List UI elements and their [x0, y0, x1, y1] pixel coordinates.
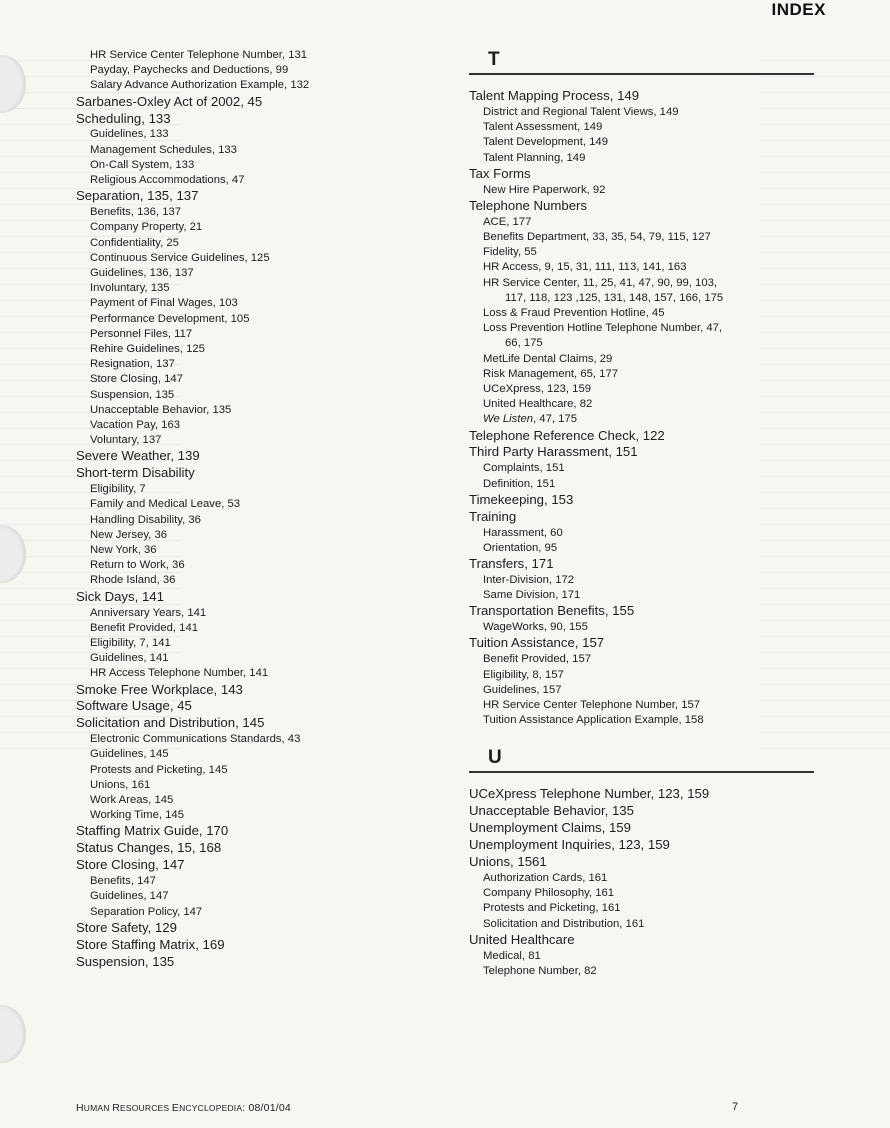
index-subentry: Inter-Division, 172: [483, 573, 575, 586]
index-subentry: Protests and Picketing, 161: [483, 902, 621, 915]
index-entry: Short-term Disability: [76, 465, 195, 481]
index-entry: Telephone Numbers: [469, 197, 588, 213]
index-subentry: Guidelines, 141: [90, 652, 169, 665]
index-subentry: HR Access, 9, 15, 31, 111, 113, 141, 163: [483, 261, 687, 274]
index-subentry: New Hire Paperwork, 92: [483, 183, 606, 196]
index-entry: Store Closing, 147: [76, 857, 185, 873]
page-title: INDEX: [771, 0, 826, 19]
index-entry: UCeXpress Telephone Number, 123, 159: [469, 786, 710, 802]
index-subentry: WageWorks, 90, 155: [483, 621, 588, 634]
index-subentry: Guidelines, 133: [90, 128, 169, 141]
index-subentry: United Healthcare, 82: [483, 398, 593, 411]
index-subentry: Guidelines, 147: [90, 890, 169, 903]
index-entry: Transportation Benefits, 155: [469, 603, 635, 619]
section-u-entries: [469, 786, 819, 979]
index-entry: Training: [469, 508, 517, 524]
index-entry: Solicitation and Distribution, 145: [76, 715, 265, 731]
index-subentry: Payment of Final Wages, 103: [90, 297, 238, 310]
index-entry: Store Safety, 129: [76, 919, 177, 935]
index-subentry: Complaints, 151: [483, 462, 565, 475]
index-subentry: Suspension, 135: [90, 388, 175, 401]
index-entry: Sick Days, 141: [76, 588, 164, 604]
index-subentry: Benefit Provided, 157: [483, 653, 592, 666]
index-entry: Timekeeping, 153: [469, 491, 574, 507]
index-subentry: Loss Prevention Hotline Telephone Number, 47,: [483, 322, 723, 335]
index-subentry: On-Call System, 133: [90, 158, 195, 171]
section-letter-u: U: [488, 747, 502, 769]
index-entry: Unemployment Inquiries, 123, 159: [469, 837, 670, 853]
index-subentry: Risk Management, 65, 177: [483, 367, 619, 380]
index-entry: Status Changes, 15, 168: [76, 840, 222, 856]
index-entry: Suspension, 135: [76, 953, 175, 969]
index-subentry: Confidentiality, 25: [90, 236, 179, 249]
index-subentry: HR Service Center Telephone Number, 157: [483, 698, 701, 711]
index-entry: Tax Forms: [469, 165, 531, 181]
index-subentry: New York, 36: [90, 544, 157, 557]
index-entry: Sarbanes-Oxley Act of 2002, 45: [76, 93, 263, 109]
index-subentry: Unacceptable Behavior, 135: [90, 403, 232, 416]
index-subentry: 66, 175: [505, 337, 543, 350]
index-subentry: Performance Development, 105: [90, 312, 250, 325]
index-column-left: [76, 48, 436, 971]
index-subentry: ACE, 177: [483, 215, 532, 228]
index-subentry: Guidelines, 145: [90, 748, 169, 761]
index-subentry: Harassment, 60: [483, 526, 563, 539]
index-subentry: Electronic Communications Standards, 43: [90, 733, 301, 746]
index-entry: Store Staffing Matrix, 169: [76, 936, 225, 952]
index-entry: Talent Mapping Process, 149: [469, 88, 640, 103]
index-subentry: Personnel Files, 117: [90, 327, 193, 340]
index-subentry: Family and Medical Leave, 53: [90, 498, 241, 511]
section-rule-t: [469, 73, 814, 75]
index-subentry: Telephone Number, 82: [483, 964, 597, 977]
index-subentry: Return to Work, 36: [90, 559, 185, 572]
index-subentry: Authorization Cards, 161: [483, 871, 608, 884]
index-column-right: [469, 48, 819, 979]
index-entry: United Healthcare: [469, 931, 575, 947]
index-entry: Staffing Matrix Guide, 170: [76, 823, 229, 839]
index-entry: Unemployment Claims, 159: [469, 820, 631, 836]
index-subentry: Benefit Provided, 141: [90, 621, 199, 634]
index-subentry: Eligibility, 8, 157: [483, 668, 564, 681]
section-t-entries: [469, 88, 819, 728]
index-entry: Smoke Free Workplace, 143: [76, 681, 243, 697]
index-subentry: Talent Planning, 149: [483, 151, 586, 164]
index-subentry: 117, 118, 123 ,125, 131, 148, 157, 166, 175: [505, 291, 724, 304]
index-subentry: Religious Accommodations, 47: [90, 174, 245, 187]
index-subentry: Rehire Guidelines, 125: [90, 342, 205, 355]
index-entry: Separation, 135, 137: [76, 188, 199, 204]
index-entry: Telephone Reference Check, 122: [469, 427, 665, 443]
index-subentry: Anniversary Years, 141: [90, 606, 207, 619]
index-subentry: Unions, 161: [90, 778, 151, 791]
index-subentry: Involuntary, 135: [90, 282, 170, 295]
index-entry: Third Party Harassment, 151: [469, 444, 638, 460]
index-subentry: We Listen, 47, 175: [483, 413, 577, 426]
index-subentry: HR Service Center Telephone Number, 131: [90, 49, 308, 61]
index-entry: Tuition Assistance, 157: [469, 635, 605, 651]
section-letter-t: T: [488, 49, 500, 70]
index-subentry: Work Areas, 145: [90, 794, 174, 807]
index-subentry: Definition, 151: [483, 477, 556, 490]
footer-publication: HUMAN RESOURCES ENCYCLOPEDIA: 08/01/04: [76, 1102, 291, 1114]
index-subentry: Company Philosophy, 161: [483, 887, 615, 900]
index-subentry: Benefits, 136, 137: [90, 206, 182, 219]
index-subentry: Vacation Pay, 163: [90, 418, 181, 431]
section-rule-u: [469, 771, 814, 773]
index-entry: Unacceptable Behavior, 135: [469, 803, 634, 819]
index-subentry: Loss & Fraud Prevention Hotline, 45: [483, 306, 665, 319]
index-subentry: Resignation, 137: [90, 358, 175, 371]
index-subentry: UCeXpress, 123, 159: [483, 382, 592, 395]
index-subentry: Fidelity, 55: [483, 246, 537, 259]
index-entry: Severe Weather, 139: [76, 448, 200, 464]
index-subentry: Tuition Assistance Application Example, 158: [483, 714, 704, 727]
index-subentry: Store Closing, 147: [90, 373, 183, 386]
index-subentry: Working Time, 145: [90, 809, 184, 822]
index-subentry: Eligibility, 7, 141: [90, 636, 171, 649]
index-subentry: Benefits, 147: [90, 875, 156, 888]
index-entry: Unions, 1561: [469, 853, 547, 869]
index-subentry: Rhode Island, 36: [90, 574, 176, 587]
index-subentry: HR Service Center, 11, 25, 41, 47, 90, 99, 103,: [483, 276, 718, 289]
index-subentry: Guidelines, 136, 137: [90, 266, 194, 279]
index-subentry: HR Access Telephone Number, 141: [90, 667, 269, 680]
index-subentry: Payday, Paychecks and Deductions, 99: [90, 64, 289, 77]
index-subentry: Salary Advance Authorization Example, 132: [90, 79, 310, 92]
index-subentry: Orientation, 95: [483, 541, 558, 554]
index-entry: Scheduling, 133: [76, 110, 171, 126]
index-subentry: District and Regional Talent Views, 149: [483, 105, 679, 118]
index-entry: Transfers, 171: [469, 556, 554, 572]
index-subentry: Solicitation and Distribution, 161: [483, 917, 645, 930]
page-number: 7: [732, 1101, 739, 1113]
index-subentry: Separation Policy, 147: [90, 905, 203, 918]
index-entry: Software Usage, 45: [76, 698, 192, 714]
index-subentry: New Jersey, 36: [90, 528, 168, 541]
index-subentry: Company Property, 21: [90, 221, 203, 234]
index-subentry: Benefits Department, 33, 35, 54, 79, 115, 127: [483, 230, 711, 243]
index-subentry: Eligibility, 7: [90, 483, 146, 496]
index-subentry: Guidelines, 157: [483, 683, 562, 696]
index-subentry: Voluntary, 137: [90, 434, 162, 447]
index-subentry: Talent Development, 149: [483, 136, 608, 149]
index-subentry: Same Division, 171: [483, 589, 581, 602]
index-subentry: Management Schedules, 133: [90, 143, 237, 156]
index-subentry: Medical, 81: [483, 949, 541, 962]
index-subentry: Protests and Picketing, 145: [90, 763, 228, 776]
binder-hole-bottom: [0, 1005, 26, 1063]
index-subentry: Handling Disability, 36: [90, 513, 201, 526]
index-subentry: Continuous Service Guidelines, 125: [90, 251, 270, 264]
index-subentry: Talent Assessment, 149: [483, 121, 603, 134]
index-subentry: MetLife Dental Claims, 29: [483, 352, 613, 365]
